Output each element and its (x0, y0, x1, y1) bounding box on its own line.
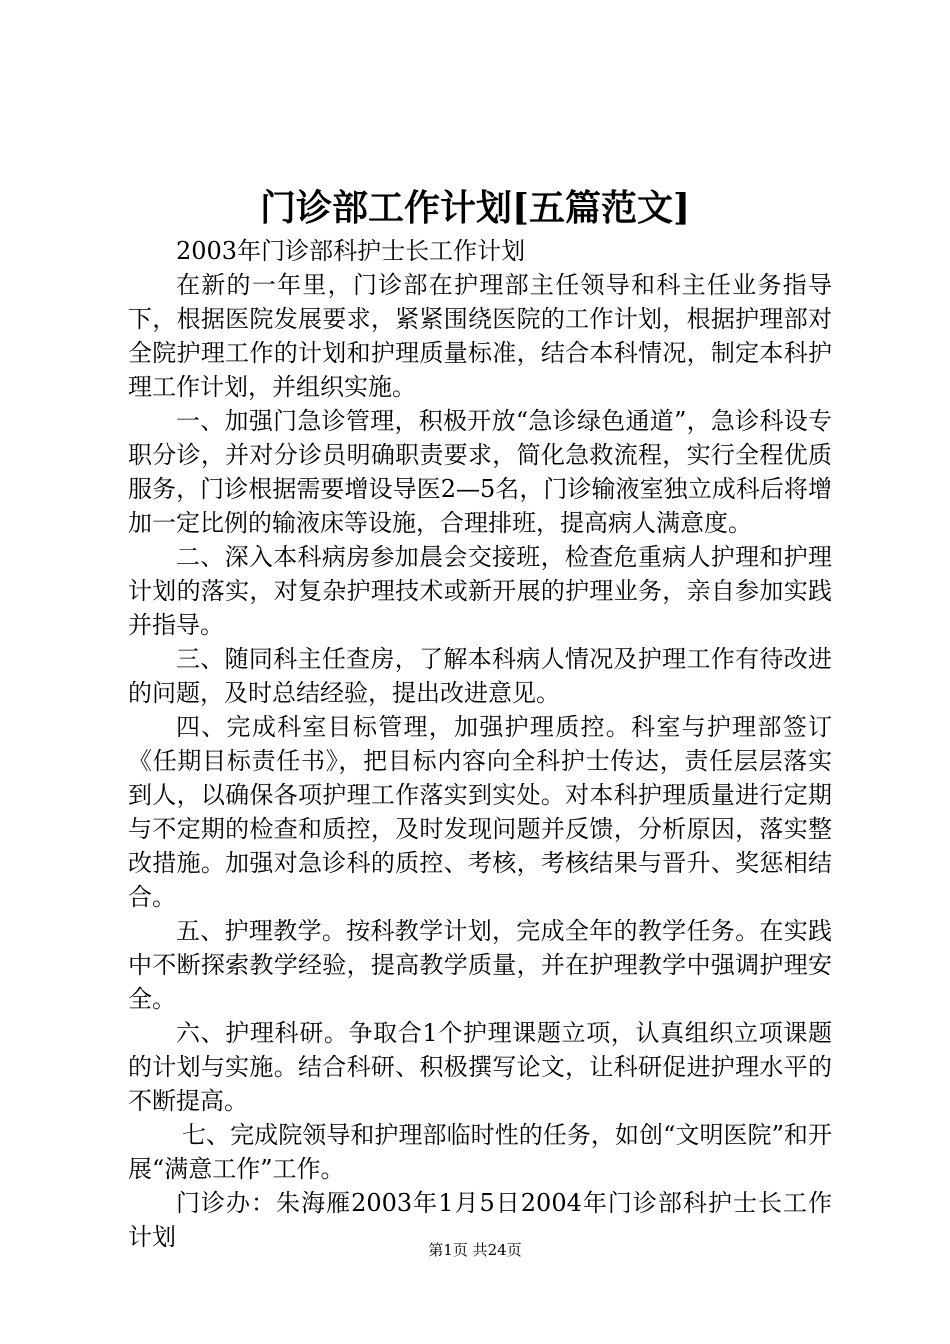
item-6-paragraph: 六、护理科研。争取合1个护理课题立项，认真组织立项课题的计划与实施。结合科研、积极撰写论文，让科研促进护理水平的不断提高。 (128, 1019, 832, 1115)
item-1-paragraph: 一、加强门急诊管理，积极开放“急诊绿色通道”，急诊科设专职分诊，并对分诊员明确职责要求，简化急救流程，实行全程优质服务，门诊根据需要增设导医2—5名，门诊输液室独立成科后将增加一定比例的输液床等设施，合理排班，提高病人满意度。 (128, 407, 832, 537)
intro-paragraph: 在新的一年里，门诊部在护理部主任领导和科主任业务指导下，根据医院发展要求，紧紧围绕医院的工作计划，根据护理部对全院护理工作的计划和护理质量标准，结合本科情况，制定本科护理工作计划，并组织实施。 (128, 271, 832, 401)
document-body (128, 234, 832, 1254)
subtitle-paragraph: 2003年门诊部科护士长工作计划 (176, 237, 526, 265)
signature-paragraph: 门诊办：朱海雁2003年1月5日2004年门诊部科护士长工作计划 (128, 1189, 832, 1251)
item-7-paragraph: 七、完成院领导和护理部临时性的任务，如创“文明医院”和开展“满意工作”工作。 (128, 1121, 832, 1183)
page-footer: 第1页 共24页 (428, 1241, 522, 1259)
document-title: 门诊部工作计划[五篇范文] (259, 187, 691, 229)
item-4-paragraph: 四、完成科室目标管理，加强护理质控。科室与护理部签订《任期目标责任书》，把目标内容向全科护士传达，责任层层落实到人，以确保各项护理工作落实到实处。对本科护理质量进行定期与不定期的检查和质控，及时发现问题并反馈，分析原因，落实整改措施。加强对急诊科的质控、考核，考核结果与晋升、奖惩相结合。 (128, 713, 832, 911)
item-2-paragraph: 二、深入本科病房参加晨会交接班，检查危重病人护理和护理计划的落实，对复杂护理技术或新开展的护理业务，亲自参加实践并指导。 (128, 543, 832, 639)
item-3-paragraph: 三、随同科主任查房，了解本科病人情况及护理工作有待改进的问题，及时总结经验，提出改进意见。 (128, 645, 832, 707)
item-5-paragraph: 五、护理教学。按科教学计划，完成全年的教学任务。在实践中不断探索教学经验，提高教学质量，并在护理教学中强调护理安全。 (128, 917, 832, 1013)
